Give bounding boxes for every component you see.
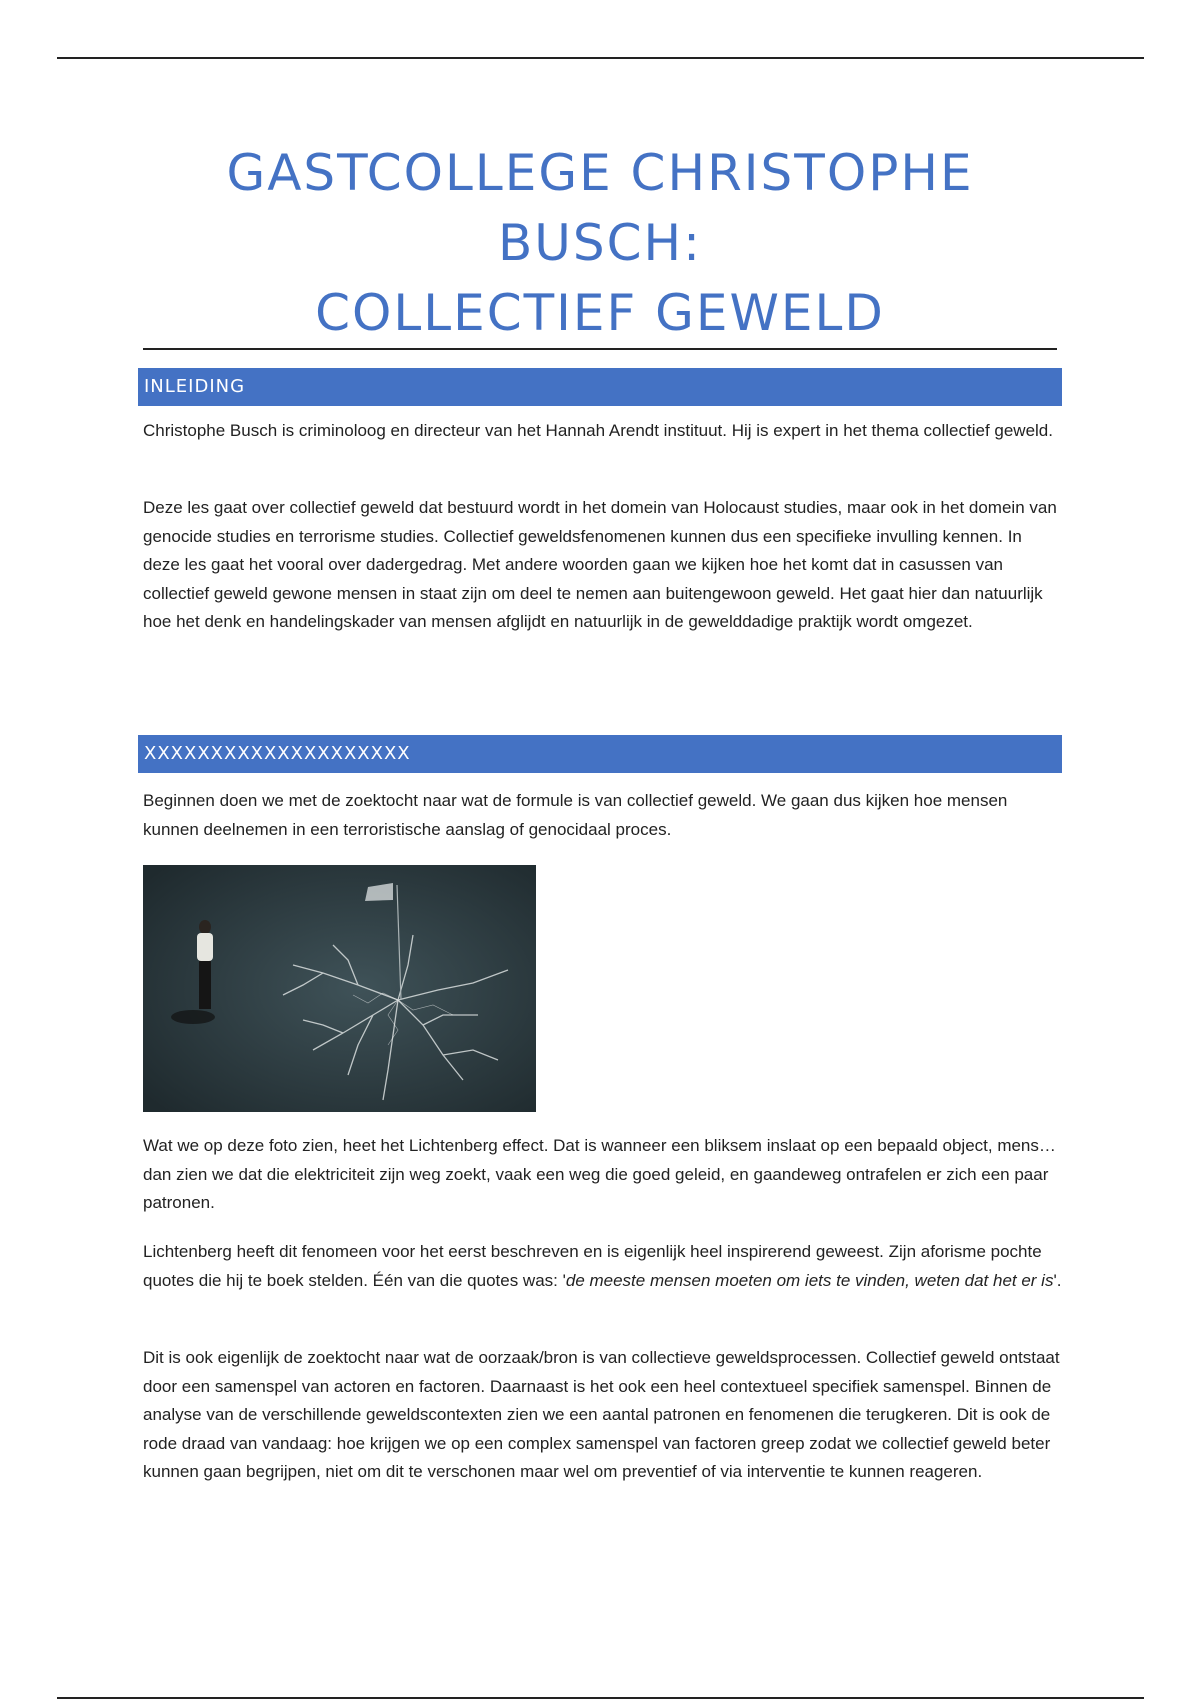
lichtenberg-photo	[143, 865, 536, 1112]
section-header-inleiding: INLEIDING	[138, 368, 1062, 406]
paragraph-formula: Beginnen doen we met de zoektocht naar wat de formule is van collectief geweld. We gaan dus kijken hoe mensen kunnen deelnemen in een terroristische aanslag of genocidaal proces.	[143, 791, 1008, 839]
top-rule	[57, 57, 1144, 59]
title-line-3: COLLECTIEF GEWELD	[315, 284, 885, 342]
quote-text: de meeste mensen moeten om iets te vinden, weten dat het er is	[565, 1270, 1054, 1290]
title-underline	[143, 348, 1057, 350]
title-line-1: GASTCOLLEGE CHRISTOPHE	[226, 144, 974, 202]
paragraph-collective-violence: Dit is ook eigenlijk de zoektocht naar wat de oorzaak/bron is van collectieve geweldsprocessen. Collectief geweld ontstaat door een samenspel van actoren en factoren. Daarnaast is het ook een heel contextueel specifiek samenspel. Binnen de analyse van de verschillende geweldscontexten zien we een aantal patronen en fenomenen die terugkeren. Dit is ook de rode draad van vandaag: hoe krijgen we op een complex samenspel van factoren greep zodat we collectief geweld beter kunnen gaan begrijpen, niet om dit te verschonen maar wel om preventief of via interventie te kunnen reageren.	[143, 1348, 1060, 1481]
quote-intro-text: Lichtenberg heeft dit fenomeen voor het eerst beschreven en is eigenlijk heel inspirerend geweest. Zijn aforisme pochte quotes die hij te boek stelden. Één van die quotes was: '	[143, 1242, 1042, 1290]
page-title	[143, 138, 1057, 348]
paragraph-intro-1: Christophe Busch is criminoloog en directeur van het Hannah Arendt instituut. Hij is expert in het thema collectief geweld.	[143, 421, 1053, 440]
bottom-rule	[57, 1697, 1144, 1699]
section-header-placeholder: XXXXXXXXXXXXXXXXXXXX	[138, 735, 1062, 773]
title-line-2: BUSCH:	[498, 214, 702, 272]
paragraph-lichtenberg-quote	[143, 1238, 1063, 1295]
paragraph-lichtenberg-effect: Wat we op deze foto zien, heet het Lichtenberg effect. Dat is wanneer een bliksem inslaat op een bepaald object, mens… dan zien we dat die elektriciteit zijn weg zoekt, vaak een weg die goed geleid, en gaandeweg ontrafelen er zich een paar patronen.	[143, 1136, 1056, 1212]
quote-end-text: '.	[1053, 1270, 1062, 1290]
paragraph-intro-2: Deze les gaat over collectief geweld dat bestuurd wordt in het domein van Holocaust studies, maar ook in het domein van genocide studies en terrorisme studies. Collectief geweldsfenomenen kunnen dus een specifieke invulling kennen. In deze les gaat het vooral over dadergedrag. Met andere woorden gaan we kijken hoe het komt dat in casussen van collectief geweld gewone mensen in staat zijn om deel te nemen aan buitengewoon geweld. Het gaat hier dan natuurlijk hoe het denk en handelingskader van mensen afglijdt en natuurlijk in de gewelddadige praktijk wordt omgezet.	[143, 498, 1057, 631]
